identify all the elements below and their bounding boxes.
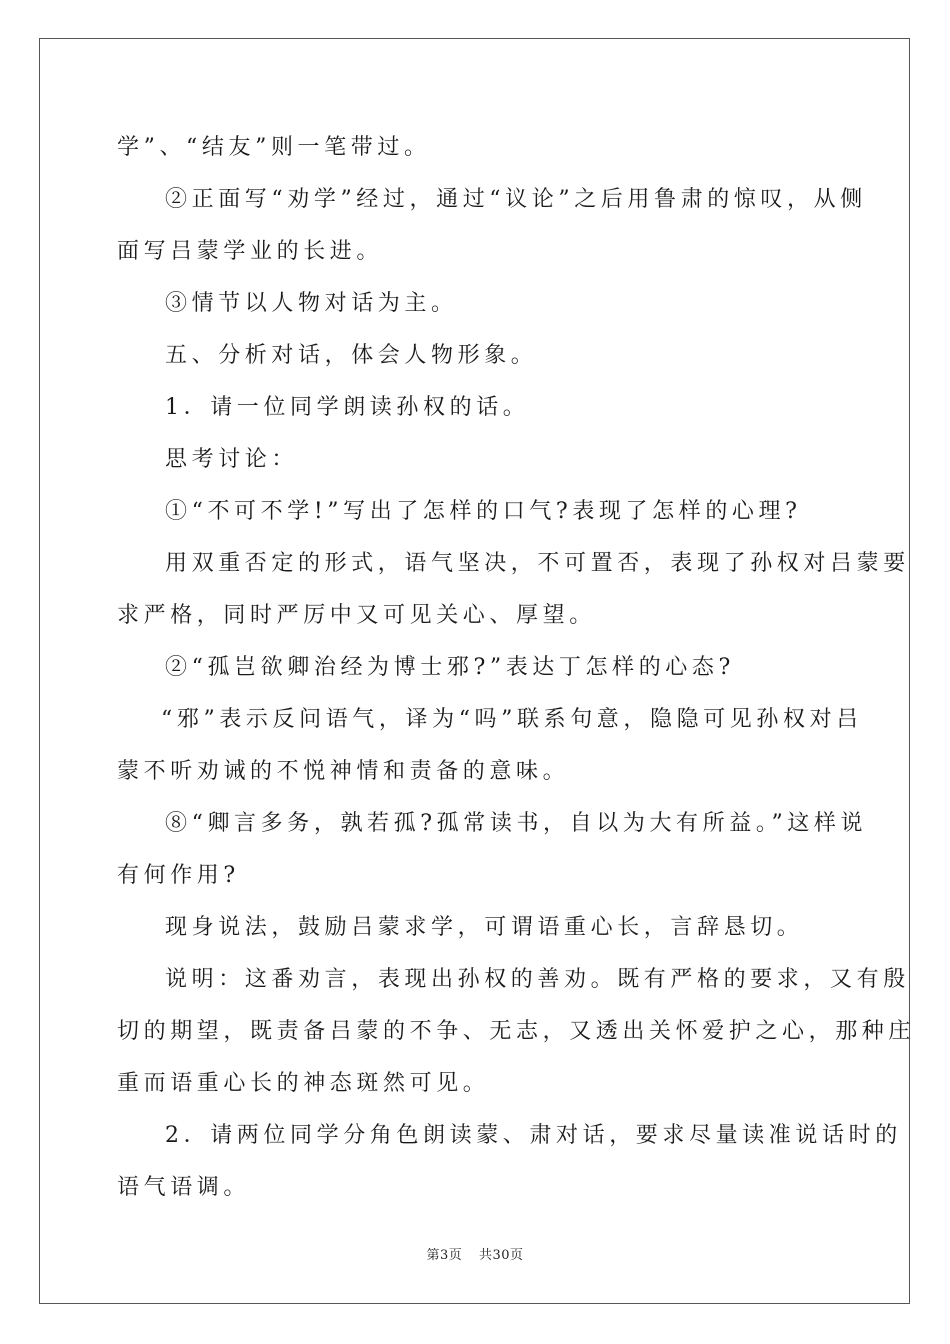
text-line: 思考讨论：	[165, 447, 299, 472]
text-line: 2．请两位同学分角色朗读蒙、肃对话，要求尽量读准说话时的	[165, 1123, 902, 1148]
text-line: ②正面写“劝学”经过，通过“议论”之后用鲁肃的惊叹，从侧	[165, 187, 867, 212]
page-total: 共30页	[478, 1248, 524, 1263]
document-body	[117, 128, 916, 1220]
text-line: 蒙不听劝诫的不悦神情和责备的意味。	[117, 759, 570, 784]
text-line: “邪”表示反问语气，译为“吗”联系句意，隐隐可见孙权对吕	[161, 707, 863, 732]
text-line: ①“不可不学!”写出了怎样的口气?表现了怎样的心理?	[165, 499, 802, 524]
text-line: 面写吕蒙学业的长进。	[117, 239, 384, 264]
page-footer	[0, 1244, 950, 1263]
text-line: 1．请一位同学朗读孙权的话。	[165, 395, 530, 420]
text-line: 切的期望，既责备吕蒙的不争、无志，又透出关怀爱护之心，那种庄	[117, 1019, 916, 1044]
text-line: ③情节以人物对话为主。	[165, 291, 458, 316]
text-line: 有何作用?	[117, 863, 240, 888]
page-number: 第3页	[426, 1248, 463, 1263]
text-line: 求严格，同时严厉中又可见关心、厚望。	[117, 603, 596, 628]
text-line: 重而语重心长的神态斑然可见。	[117, 1071, 490, 1096]
text-line: ⑧“卿言多务，孰若孤?孤常读书，自以为大有所益。”这样说	[165, 811, 868, 836]
text-line: 用双重否定的形式，语气坚决，不可置否，表现了孙权对吕蒙要	[165, 551, 910, 576]
text-line: 学”、“结友”则一笔带过。	[117, 135, 431, 160]
text-line: 说明：这番劝言，表现出孙权的善劝。既有严格的要求，又有殷	[165, 967, 910, 992]
text-line: ②“孤岂欲卿治经为博士邪?”表达丁怎样的心态?	[165, 655, 735, 680]
section-heading: 五、分析对话，体会人物形象。	[165, 343, 538, 368]
text-line: 语气语调。	[117, 1175, 251, 1200]
text-line: 现身说法，鼓励吕蒙求学，可谓语重心长，言辞恳切。	[165, 915, 804, 940]
